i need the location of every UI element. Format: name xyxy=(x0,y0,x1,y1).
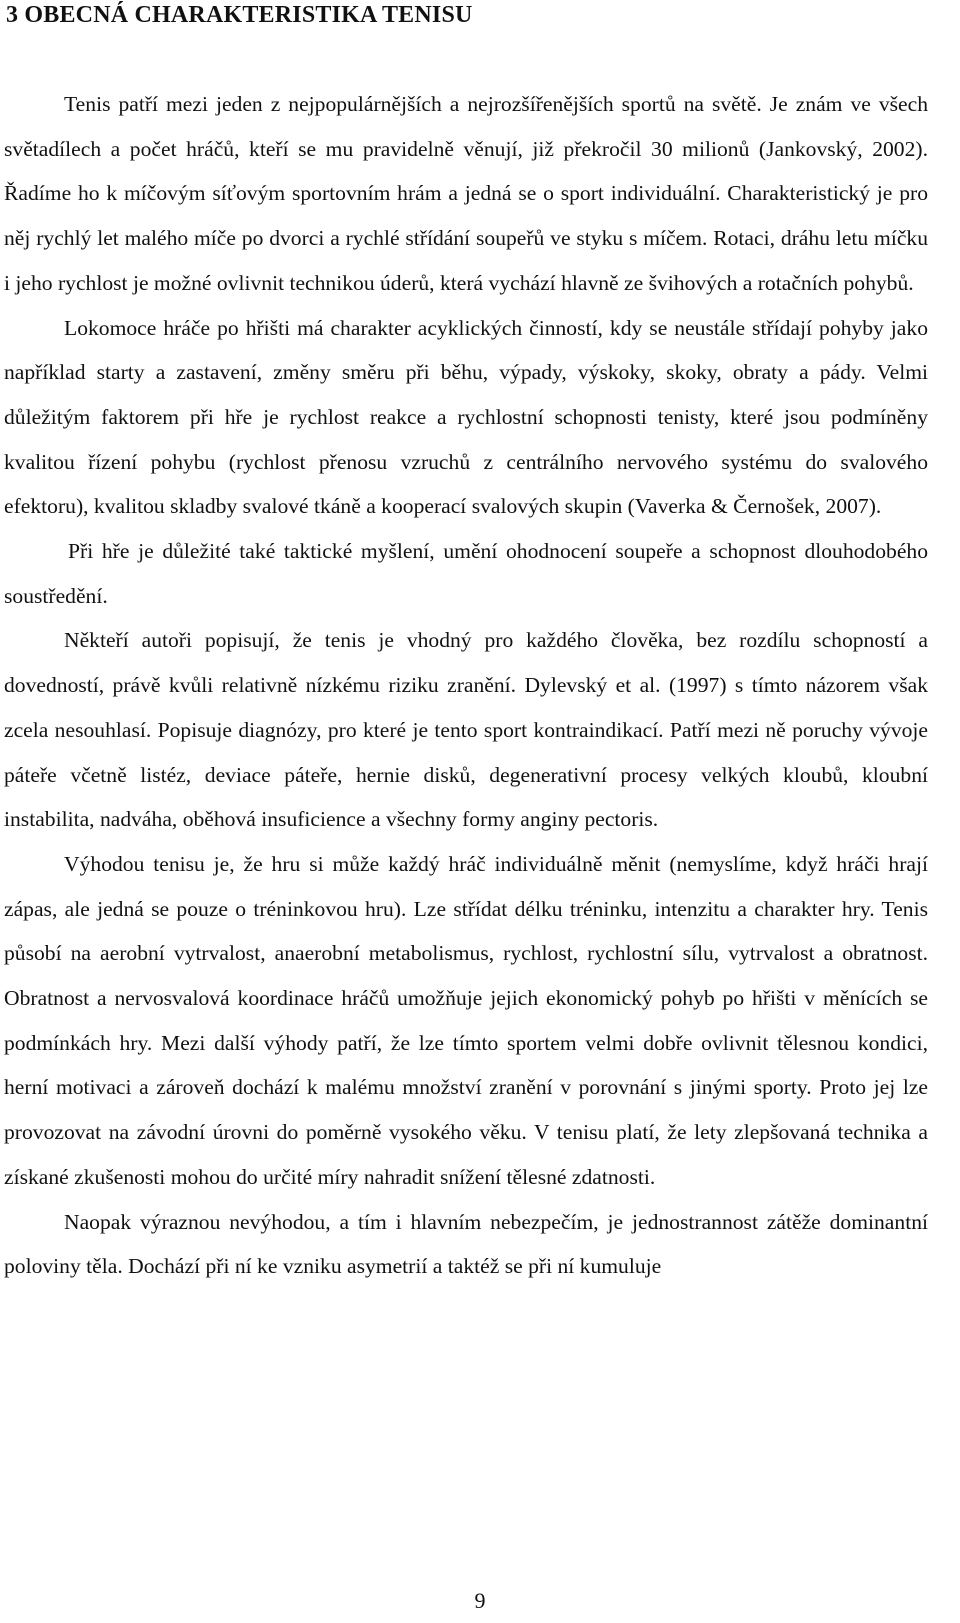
body-text xyxy=(4,82,928,1289)
paragraph-5: Výhodou tenisu je, že hru si může každý hráč individuálně měnit (nemyslíme, když hráči hrají zápas, ale jedná se pouze o tréninkovou hru). Lze střídat délku tréninku, intenzitu a charakter hry. Tenis působí na aerobní vytrvalost, anaerobní metabolismus, rychlost, rychlostní sílu, vytrvalost a obratnost. Obratnost a nervosvalová koordinace hráčů umožňuje jejich ekonomický pohyb po hřišti v měnících se podmínkách hry. Mezi další výhody patří, že lze tímto sportem velmi dobře ovlivnit tělesnou kondici, herní motivaci a zároveň dochází k malému množství zranění v porovnání s jinými sporty. Proto jej lze provozovat na závodní úrovni do poměrně vysokého věku. V tenisu platí, že lety zlepšovaná technika a získané zkušenosti mohou do určité míry nahradit snížení tělesné zdatnosti. xyxy=(4,851,928,1189)
paragraph-2: Lokomoce hráče po hřišti má charakter acyklických činností, kdy se neustále střídají pohyby jako například starty a zastavení, změny směru při běhu, výpady, výskoky, skoky, obraty a pády. Velmi důležitým faktorem při hře je rychlost reakce a rychlostní schopnosti tenisty, které jsou podmíněny kvalitou řízení pohybu (rychlost přenosu vzruchů z centrálního nervového systému do svalového efektoru), kvalitou skladby svalové tkáně a kooperací svalových skupin (Vaverka & Černošek, 2007). xyxy=(4,315,928,519)
paragraph-4: Někteří autoři popisují, že tenis je vhodný pro každého člověka, bez rozdílu schopností a dovedností, právě kvůli relativně nízkému riziku zranění. Dylevský et al. (1997) s tímto názorem však zcela nesouhlasí. Popisuje diagnózy, pro které je tento sport kontraindikací. Patří mezi ně poruchy vývoje páteře včetně listéz, deviace páteře, hernie disků, degenerativní procesy velkých kloubů, kloubní instabilita, nadváha, oběhová insuficience a všechny formy anginy pectoris. xyxy=(4,628,928,832)
page-number: 9 xyxy=(474,1588,486,1613)
paragraph-1: Tenis patří mezi jeden z nejpopulárnějších a nejrozšířenějších sportů na světě. Je znám ve všech světadílech a počet hráčů, kteří se mu pravidelně věnují, již překročil 30 milionů (Jankovský, 2002). Řadíme ho k míčovým síťovým sportovním hrám a jedná se o sport individuální. Charakteristický je pro něj rychlý let malého míče po dvorci a rychlé střídání soupeřů ve styku s míčem. Rotaci, dráhu letu míčku i jeho rychlost je možné ovlivnit technikou úderů, která vychází hlavně ze švihových a rotačních pohybů. xyxy=(4,92,928,295)
chapter-heading: 3 OBECNÁ CHARAKTERISTIKA TENISU xyxy=(6,2,473,28)
paragraph-3: Při hře je důležité také taktické myšlení, umění ohodnocení soupeře a schopnost dlouhodobého soustředění. xyxy=(4,539,928,608)
paragraph-6: Naopak výraznou nevýhodou, a tím i hlavním nebezpečím, je jednostrannost zátěže dominantní poloviny těla. Dochází při ní ke vzniku asymetrií a taktéž se při ní kumuluje xyxy=(4,1209,928,1279)
